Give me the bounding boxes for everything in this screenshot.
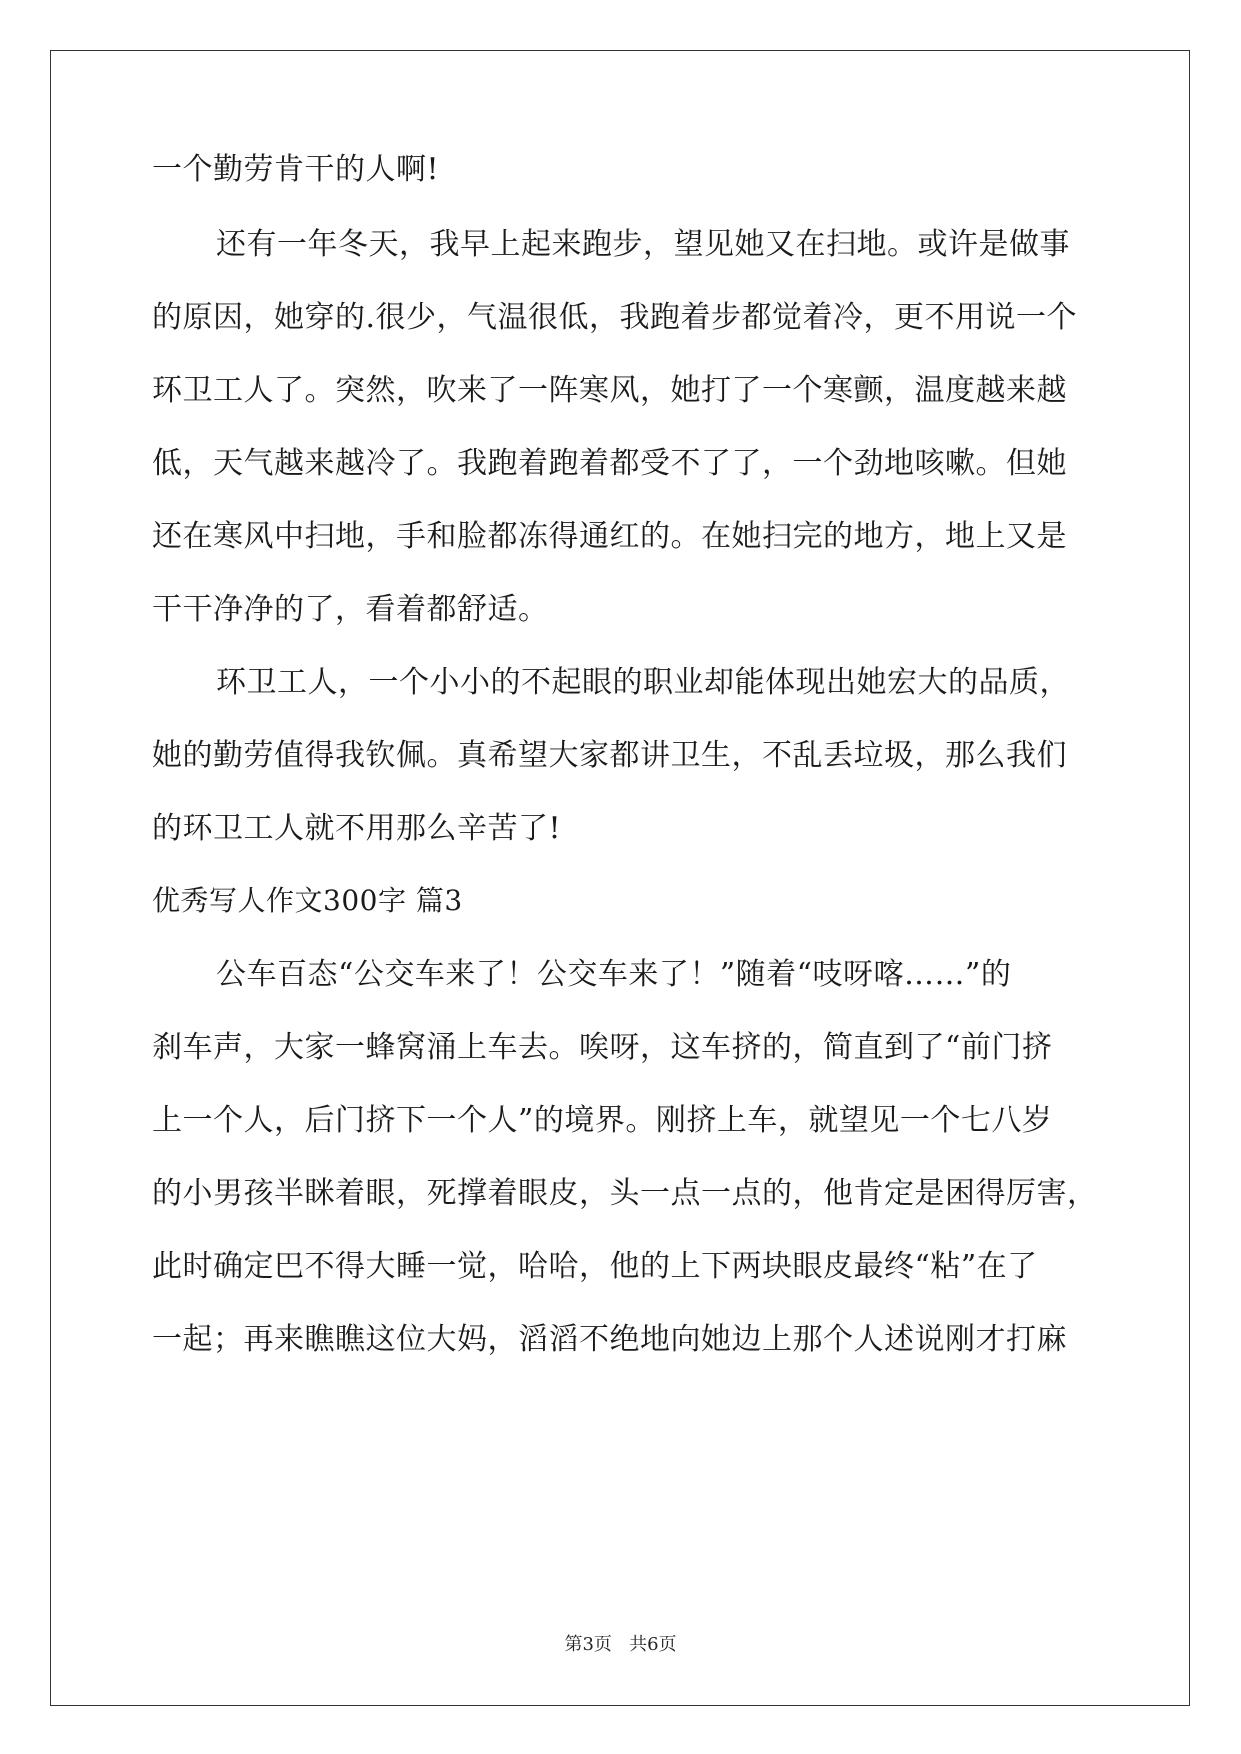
text-line: 一起；再来瞧瞧这位大妈，滔滔不绝地向她边上那个人述说刚才打麻 bbox=[152, 1322, 1067, 1357]
text-line: 上一个人，后门挤下一个人”的境界。刚挤上车，就望见一个七八岁 bbox=[152, 1103, 1053, 1138]
paragraph-line: 还有一年冬天，我早上起来跑步，望见她又在扫地。或许是做事 bbox=[216, 227, 1070, 262]
text-line: 低，天气越来越冷了。我跑着跑着都受不了了，一个劲地咳嗽。但她 bbox=[152, 446, 1067, 481]
section-heading: 优秀写人作文300字 篇3 bbox=[152, 884, 463, 917]
text-line: 还在寒风中扫地，手和脸都冻得通红的。在她扫完的地方，地上又是 bbox=[152, 519, 1067, 554]
paragraph-line: 公车百态“公交车来了！公交车来了！”随着“吱呀喀……”的 bbox=[216, 957, 1012, 992]
text-line: 刹车声，大家一蜂窝涌上车去。唉呀，这车挤的，简直到了“前门挤 bbox=[152, 1030, 1053, 1065]
page-number: 第3页 共6页 bbox=[564, 1634, 677, 1655]
text-line: 环卫工人了。突然，吹来了一阵寒风，她打了一个寒颤，温度越来越 bbox=[152, 373, 1067, 408]
text-line: 一个勤劳肯干的人啊! bbox=[152, 152, 440, 187]
text-line: 的小男孩半眯着眼，死撑着眼皮，头一点一点的，他肯定是困得厉害， bbox=[152, 1176, 1098, 1211]
page-border bbox=[50, 50, 1190, 1706]
text-line: 的原因，她穿的.很少，气温很低，我跑着步都觉着冷，更不用说一个 bbox=[152, 300, 1078, 335]
paragraph-line: 环卫工人，一个小小的不起眼的职业却能体现出她宏大的品质， bbox=[216, 665, 1070, 700]
text-line: 她的勤劳值得我钦佩。真希望大家都讲卫生，不乱丢垃圾，那么我们 bbox=[152, 738, 1067, 773]
text-line: 的环卫工人就不用那么辛苦了! bbox=[152, 811, 562, 846]
text-line: 此时确定巴不得大睡一觉，哈哈，他的上下两块眼皮最终“粘”在了 bbox=[152, 1249, 1038, 1284]
page-footer bbox=[0, 1630, 1241, 1656]
text-line: 干干净净的了，看着都舒适。 bbox=[152, 592, 549, 627]
